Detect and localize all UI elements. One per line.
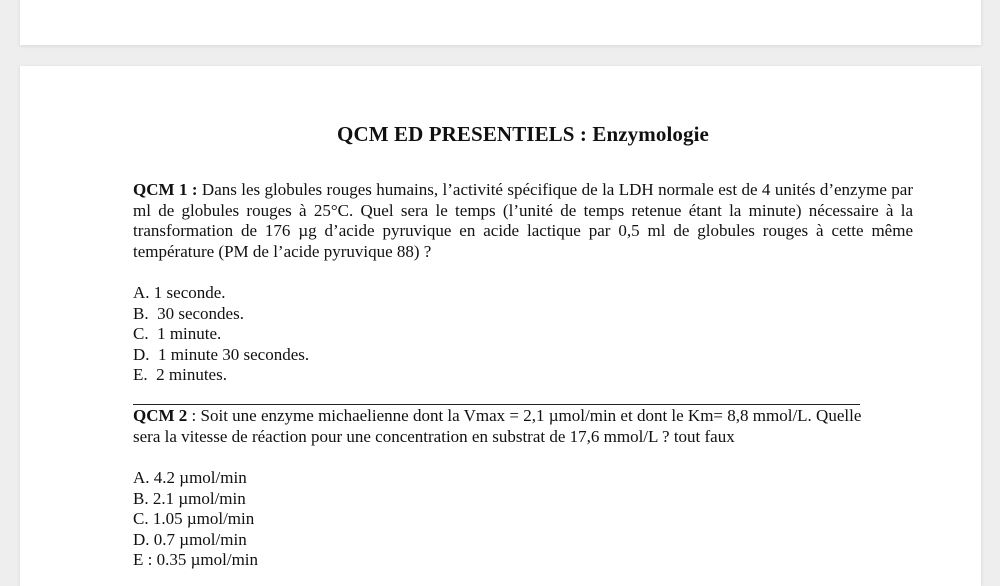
document-title: QCM ED PRESENTIELS : Enzymologie — [337, 122, 709, 146]
option: A. 4.2 µmol/min — [133, 468, 247, 487]
question-2-options — [133, 468, 258, 571]
option: E : 0.35 µmol/min — [133, 550, 259, 569]
question-2 — [133, 406, 863, 447]
separator-line — [133, 404, 860, 405]
option: D. 1 minute 30 secondes. — [133, 344, 310, 364]
question-1-text: Dans les globules rouges humains, l’activité spécifique de la LDH normale est de 4 unités d’enzyme par ml de globules rouges à 25°C. Quel sera le temps (l’unité de temps retenue étant la minute) nécessaire à la transformation de 176 µg d’acide pyruvique en acide lactique par 0,5 ml de globules rouges à cette même température (PM de l’acide pyruvique 88) ? — [133, 180, 913, 262]
option: B. 2.1 µmol/min — [133, 488, 246, 508]
option: A. 1 seconde. — [133, 283, 226, 302]
option: C. 1.05 µmol/min — [133, 509, 255, 528]
option: E. 2 minutes. — [133, 365, 227, 384]
question-2-label: QCM 2 — [133, 406, 188, 425]
question-1-label: QCM 1 : — [133, 180, 198, 199]
option: D. 0.7 µmol/min — [133, 529, 247, 549]
previous-page — [20, 0, 981, 45]
question-1-options — [133, 283, 309, 386]
question-1 — [133, 180, 913, 263]
option: B. 30 secondes. — [133, 303, 244, 323]
option: C. 1 minute. — [133, 324, 222, 343]
question-2-text: : Soit une enzyme michaelienne dont la Vmax = 2,1 µmol/min et dont le Km= 8,8 mmol/L. Quelle sera la vitesse de réaction pour une concentration en substrat de 17,6 mmol/L ? tout faux — [133, 406, 862, 446]
